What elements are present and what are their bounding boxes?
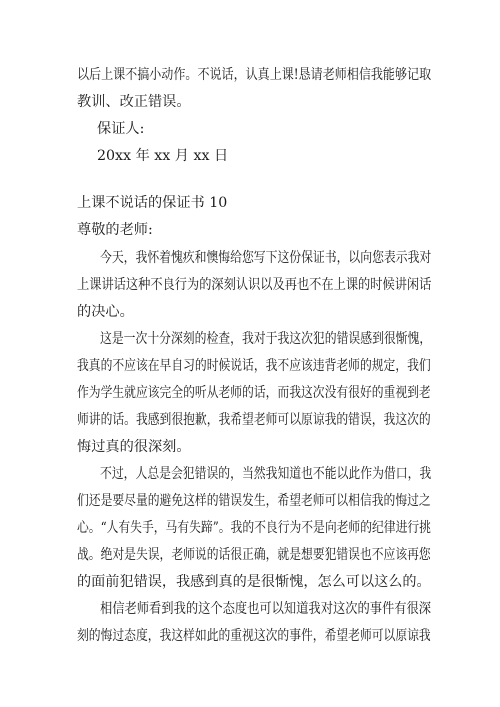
paragraph-line: 不过，人总是会犯错误的，当然我知道也不能以此作为借口，我	[100, 466, 432, 482]
signature-date: 20xx 年 xx 月 xx 日	[97, 148, 229, 164]
paragraph-line: 上课讲话这种不良行为的深刻认识以及再也不在上课的时候讲闲话	[77, 277, 432, 293]
paragraph-line: 作为学生就应该完全的听从老师的话，而我这次没有很好的重视到老	[77, 385, 431, 401]
paragraph-line: 相信老师看到我的这个态度也可以知道我对这次的事件有很深	[100, 601, 432, 617]
paragraph-line: 的决心。	[77, 304, 134, 320]
text-line: 教训、改正错误。	[77, 94, 191, 110]
paragraph-line: 师讲的话。我感到很抱歉，我希望老师可以原谅我的错误，我这次的	[77, 412, 431, 428]
paragraph-line: 心。“人有失手，马有失蹄”。我的不良行为不是向老师的纪律进行挑	[77, 520, 431, 536]
paragraph-line: 悔过真的很深刻。	[77, 439, 191, 455]
signer-label: 保证人:	[97, 121, 145, 137]
letter-title: 上课不说话的保证书 10	[77, 195, 228, 211]
paragraph-line: 今天，我怀着愧疚和懊悔给您写下这份保证书，以向您表示我对	[100, 250, 432, 266]
paragraph-line: 刻的悔过态度，我这样如此的重视这次的事件，希望老师可以原谅我	[77, 628, 431, 644]
paragraph-line: 我真的不应该在早自习的时候说话，我不应该违背老师的规定，我们	[77, 358, 431, 374]
paragraph-line: 战。绝对是失误，老师说的话很正确，就是想要犯错误也不应该再您	[77, 547, 431, 563]
paragraph-line: 这是一次十分深刻的检查，我对于我这次犯的错误感到很惭愧，	[100, 331, 432, 347]
paragraph-line: 的面前犯错误，我感到真的是很惭愧，怎么可以这么的。	[77, 574, 431, 590]
paragraph-line: 们还是要尽量的避免这样的错误发生，希望老师可以相信我的悔过之	[77, 493, 431, 509]
salutation: 尊敬的老师:	[77, 222, 153, 238]
text-line: 以后上课不搞小动作。不说话，认真上课!恳请老师相信我能够记取	[77, 67, 432, 83]
